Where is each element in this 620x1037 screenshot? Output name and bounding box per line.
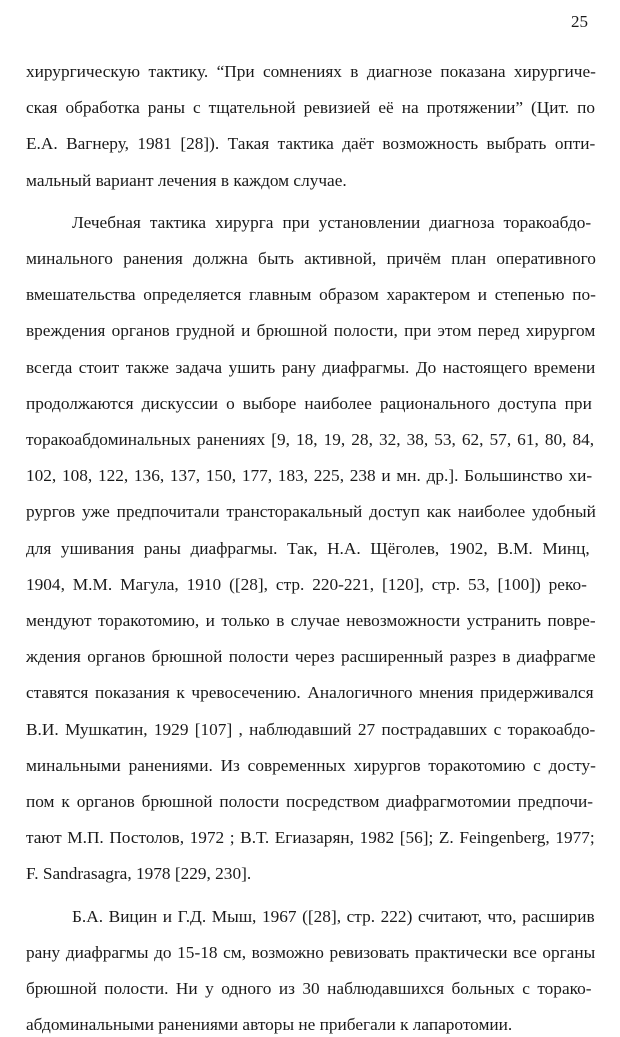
text-line: ставятся показания к чревосечению. Аналогичного мнения придерживался <box>26 683 594 703</box>
text-line: для ушивания раны диафрагмы. Так, Н.А. Щёголев, 1902, В.М. Минц, <box>26 538 590 558</box>
text-line: продолжаются дискуссии о выборе наиболее рационального доступа при <box>26 393 592 413</box>
text-line: пом к органов брюшной полости посредством диафрагмотомии предпочи- <box>26 792 594 811</box>
text-line: мендуют торакотомию, и только в случае невозможности устранить повре- <box>26 611 596 630</box>
text-line: брюшной полости. Ни у одного из 30 наблюдавшихся больных с торако- <box>26 979 592 998</box>
text-line: 1904, М.М. Магула, 1910 ([28], стр. 220-221, [120], стр. 53, [100]) реко- <box>26 574 587 594</box>
text-line: всегда стоит также задача ушить рану диафрагмы. До настоящего времени <box>26 357 596 377</box>
text-line: Лечебная тактика хирурга при установлении диагноза торакоабдо- <box>72 212 592 232</box>
text-line: ждения органов брюшной полости через расширенный разрез в диафрагме <box>26 647 596 667</box>
text-line: 102, 108, 122, 136, 137, 150, 177, 183, 225, 238 и мн. др.]. Большинство хи- <box>26 466 593 486</box>
text-line: ская обработка раны с тщательной ревизией её на протяжении” (Цит. по <box>26 98 595 118</box>
text-line: торакоабдоминальных ранениях [9, 18, 19, 28, 32, 38, 53, 62, 57, 61, 80, 84, <box>26 430 595 449</box>
page-number: 25 <box>571 12 588 31</box>
text-line: вмешательства определяется главным образом характером и степенью по- <box>26 285 596 305</box>
text-line: В.И. Мушкатин, 1929 [107] , наблюдавший 27 пострадавших с торакоабдо- <box>26 719 596 739</box>
text-line: рану диафрагмы до 15-18 см, возможно ревизовать практически все органы <box>26 942 596 962</box>
text-line: Б.А. Вицин и Г.Д. Мыш, 1967 ([28], стр. 222) считают, что, расширив <box>72 906 595 926</box>
text-line: абдоминальными ранениями авторы не прибегали к лапаротомии. <box>26 1015 513 1035</box>
text-line: хирургическую тактику. “При сомнениях в диагнозе показана хирургиче- <box>26 62 596 81</box>
text-line: F. Sandrasagra, 1978 [229, 230]. <box>26 864 252 884</box>
text-line: минального ранения должна быть активной, причём план оперативного <box>26 249 596 268</box>
text-line: мальный вариант лечения в каждом случае. <box>26 170 347 190</box>
text-line: рургов уже предпочитали трансторакальный доступ как наиболее удобный <box>26 502 596 522</box>
text-line: минальными ранениями. Из современных хирургов торакотомию с досту- <box>26 755 596 775</box>
text-line: тают М.П. Постолов, 1972 ; В.Т. Егиазарян, 1982 [56]; Z. Feingenberg, 1977; <box>26 828 595 848</box>
text-line: вреждения органов грудной и брюшной полости, при этом перед хирургом <box>26 321 596 341</box>
text-line: Е.А. Вагнеру, 1981 [28]). Такая тактика даёт возможность выбрать опти- <box>26 134 596 154</box>
